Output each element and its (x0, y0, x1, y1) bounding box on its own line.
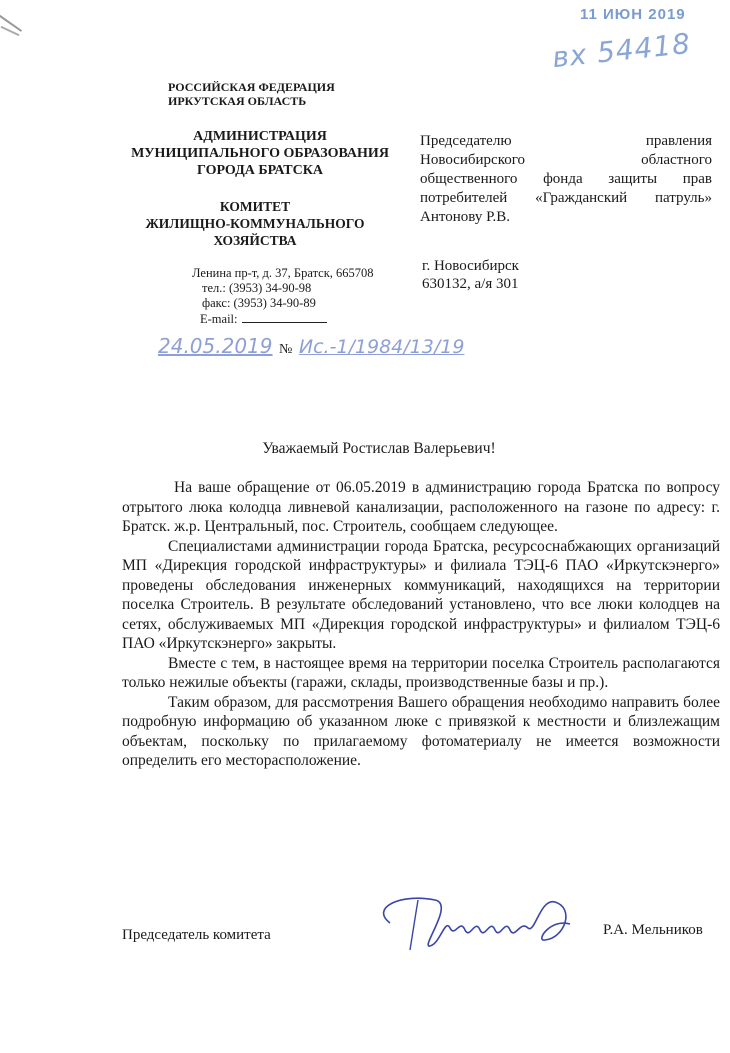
committee-line: ХОЗЯЙСТВА (213, 233, 297, 248)
salutation: Уважаемый Ростислав Валерьевич! (262, 440, 496, 457)
handwritten-signature (360, 888, 610, 958)
addressee-line: общественного фонда защиты прав (420, 171, 712, 187)
admin-line: ГОРОДА БРАТСКА (197, 163, 323, 178)
addressee-name: Антонову Р.В. (420, 209, 511, 225)
body-paragraph: Вместе с тем, в настоящее время на территории поселка Строитель располагаются только нежилые объекты (гаражи, склады, производственные базы и пр.). (122, 654, 720, 691)
signatory-title: Председатель комитета (122, 927, 271, 943)
country-region (120, 80, 420, 108)
addressee-postal (422, 257, 519, 293)
addressee-city: г. Новосибирск (422, 258, 519, 274)
addressee-line: Новосибирского областного (420, 152, 712, 168)
contact-block (192, 266, 374, 327)
phone-line: тел.: (3953) 34-90-98 (202, 281, 312, 295)
addressee-line: Председателю правления (420, 133, 712, 149)
body-paragraph: Таким образом, для рассмотрения Вашего обращения необходимо направить более подробную информацию об указанном люке с привязкой к местности и близлежащим объектам, поскольку по прилагаемому фотоматериалу не имеется возможности определить его месторасположение. (122, 693, 720, 769)
fax-line: факс: (3953) 34-90-89 (202, 296, 316, 310)
email-label: E-mail: (200, 312, 238, 326)
admin-line: АДМИНИСТРАЦИЯ (193, 129, 327, 144)
addressee-block (420, 132, 712, 227)
registration-line (158, 334, 464, 358)
number-sign: № (279, 342, 293, 357)
incoming-number-handwritten: вх 54418 (550, 26, 693, 75)
registration-number: Ис.-1/1984/13/19 (298, 336, 465, 358)
addressee-postal-code: 630132, а/я 301 (422, 276, 519, 292)
country-line: РОССИЙСКАЯ ФЕДЕРАЦИЯ (168, 80, 335, 94)
committee-line: КОМИТЕТ (219, 199, 291, 214)
admin-line: МУНИЦИПАЛЬНОГО ОБРАЗОВАНИЯ (131, 146, 389, 161)
registration-date: 24.05.2019 (158, 334, 273, 358)
committee-name (105, 198, 405, 249)
signatory-name: Р.А. Мельников (603, 922, 703, 938)
body-paragraph: На ваше обращение от 06.05.2019 в администрацию города Братска по вопросу отрытого люка колодца ливневой канализации, расположенного на газоне по адресу: г. Братск. ж.р. Центральный, пос. Строитель, сообщаем следующее. (122, 479, 720, 535)
administration-name (110, 128, 410, 179)
addressee-line: потребителей «Гражданский патруль» (420, 190, 712, 206)
address-line: Ленина пр-т, д. 37, Братск, 665708 (192, 266, 374, 280)
region-line: ИРКУТСКАЯ ОБЛАСТЬ (168, 94, 307, 108)
received-date-stamp: 11 ИЮН 2019 (580, 6, 686, 23)
email-blank-line (242, 311, 327, 323)
committee-line: ЖИЛИЩНО-КОММУНАЛЬНОГО (145, 216, 365, 231)
body-paragraph: Специалистами администрации города Братска, ресурсоснабжающих организаций МП «Дирекция городской инфраструктуры» и филиала ТЭЦ-6 ПАО «Иркутскэнерго» проведены обследования инженерных коммуникаций, находящихся на территории поселка Строитель. В результате обследований установлено, что все люки колодцев на сетях, обслуживаемых МП «Дирекция городской инфраструктуры» и филиалом ТЭЦ-6 ПАО «Иркутскэнерго» закрыты. (122, 537, 720, 652)
letter-body (122, 478, 720, 771)
